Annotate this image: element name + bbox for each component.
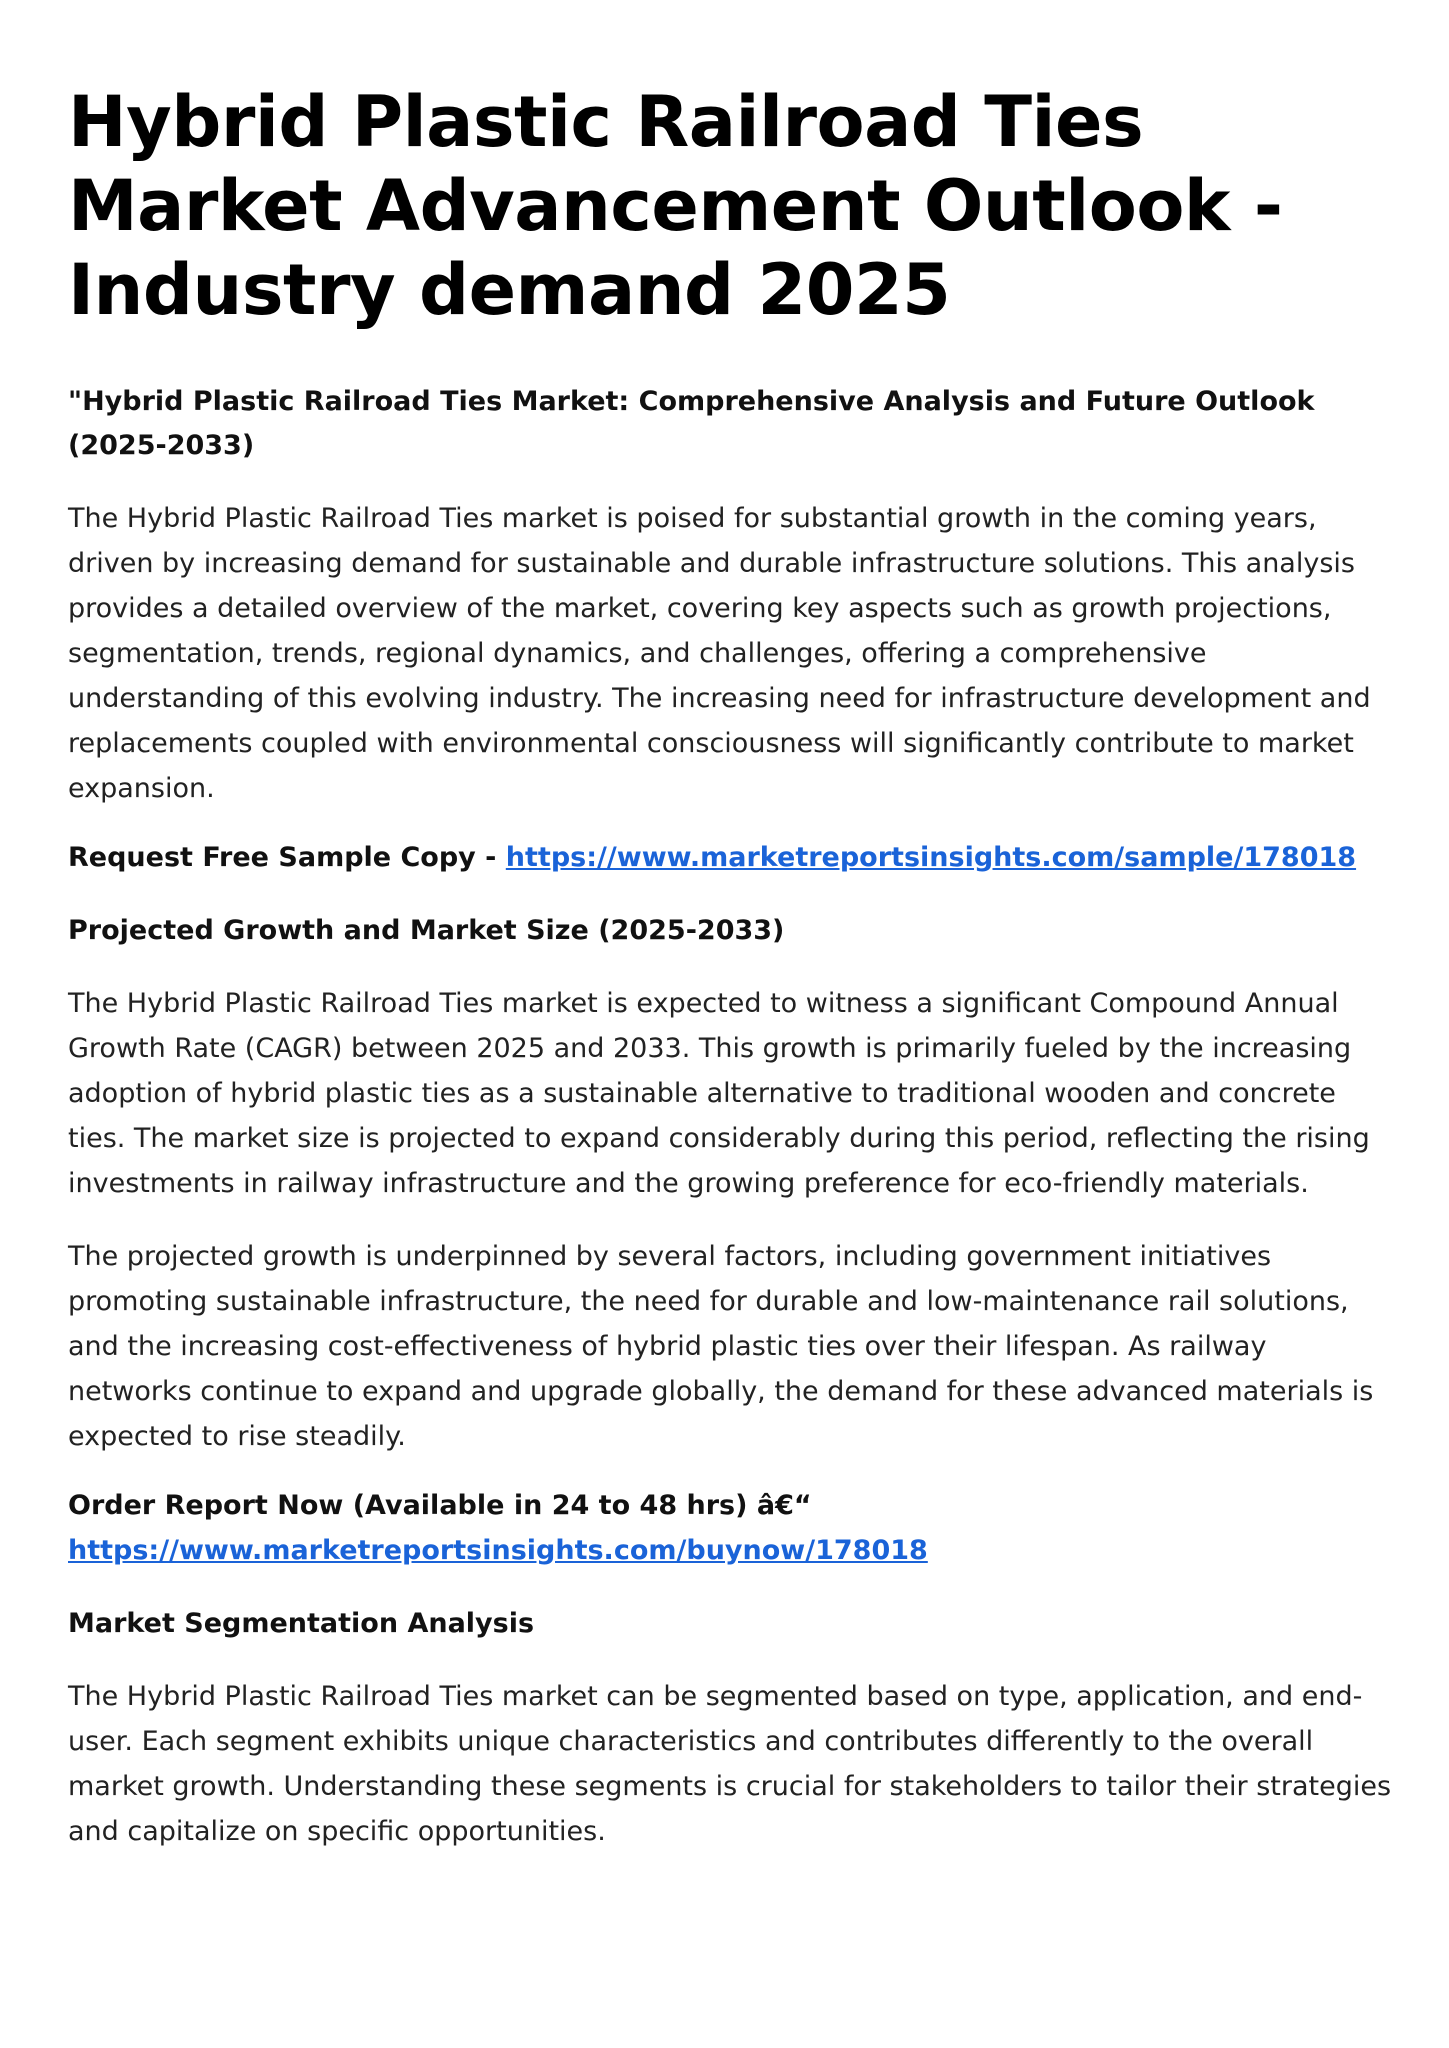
intro-paragraph: The Hybrid Plastic Railroad Ties market is poised for substantial growth in the coming years, driven by increasing demand for sustainable and durable infrastructure solutions. This analysis provides a detailed overview of the market, covering key aspects such as growth projections, segmentation, trends, regional dynamics, and challenges, offering a comprehensive understanding of this evolving industry. The increasing need for infrastructure development and replacements coupled with environmental consciousness will significantly contribute to market expansion. (68, 503, 1371, 804)
document-title: Hybrid Plastic Railroad Ties Market Advancement Outlook - Industry demand 2025 (68, 81, 1283, 331)
growth-heading: Projected Growth and Market Size (2025-2033) (68, 915, 785, 946)
sample-request-line (68, 835, 1398, 880)
segmentation-paragraph: The Hybrid Plastic Railroad Ties market can be segmented based on type, application, and end-user. Each segment exhibits unique characteristics and contributes differently to the overall market growth. Understanding these segments is crucial for stakeholders to tailor their strategies and capitalize on specific opportunities. (68, 1681, 1392, 1847)
growth-paragraph-1: The Hybrid Plastic Railroad Ties market is expected to witness a significant Compound Annual Growth Rate (CAGR) between 2025 and 2033. This growth is primarily fueled by the increasing adoption of hybrid plastic ties as a sustainable alternative to traditional wooden and concrete ties. The market size is projected to expand considerably during this period, reflecting the rising investments in railway infrastructure and the growing preference for eco-friendly materials. (68, 988, 1370, 1199)
document-page (68, 0, 1398, 1854)
order-report-link[interactable]: https://www.marketreportsinsights.com/buynow/178018 (68, 1535, 928, 1566)
sample-request-label: Request Free Sample Copy - (68, 842, 506, 873)
order-report-label: Order Report Now (Available in 24 to 48 hrs) â€“ (68, 1490, 812, 1521)
document-subtitle: "Hybrid Plastic Railroad Ties Market: Comprehensive Analysis and Future Outlook (2025-2033) (68, 386, 1315, 461)
sample-request-link[interactable]: https://www.marketreportsinsights.com/sample/178018 (505, 842, 1357, 873)
growth-paragraph-2: The projected growth is underpinned by several factors, including government initiatives promoting sustainable infrastructure, the need for durable and low-maintenance rail solutions, and the increasing cost-effectiveness of hybrid plastic ties over their lifespan. As railway networks continue to expand and upgrade globally, the demand for these advanced materials is expected to rise steadily. (68, 1241, 1374, 1452)
order-report-line (68, 1483, 1398, 1573)
segmentation-heading: Market Segmentation Analysis (68, 1608, 535, 1639)
